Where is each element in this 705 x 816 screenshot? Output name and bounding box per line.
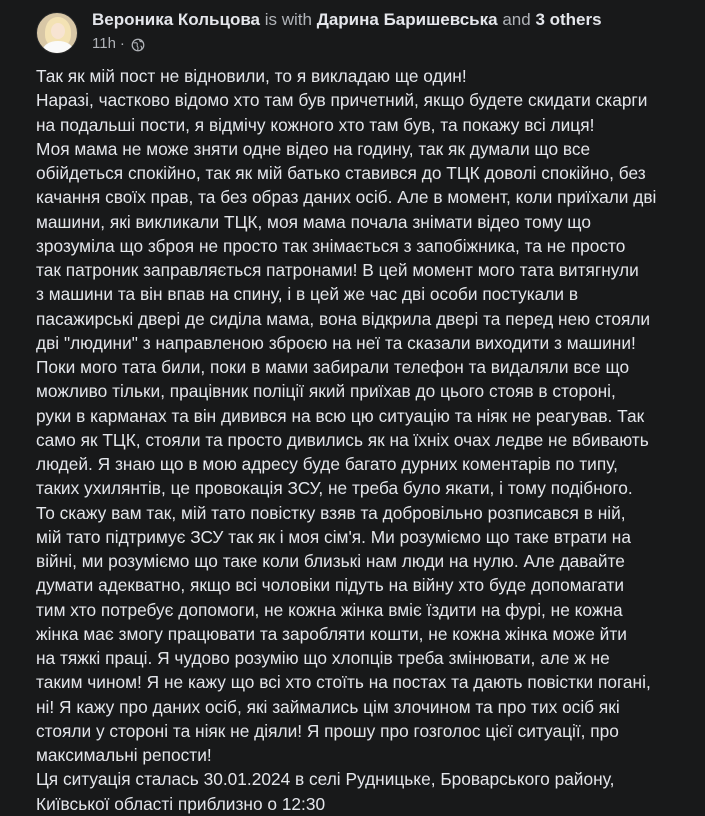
post-text-line: таких ухилянтів, це провокація ЗСУ, не треба було якати, і тому подібного. [36, 478, 633, 499]
avatar-body [43, 41, 73, 54]
post-text-line: війні, ми розуміємо що таке коли близькі нам люди на нулю. Але давайте [36, 551, 625, 571]
post-text-line: максимальні репости! [36, 745, 212, 765]
post-text-line: Так як мій пост не відновили, то я викладаю ще один! [36, 66, 467, 86]
post-text-line: думати адекватно, якщо всі чоловіки підуть на війну хто буде допомагати [36, 575, 625, 596]
post-text-line: людей. Я знаю що в мою адресу буде багато дурних коментарів по типу, [36, 454, 618, 474]
with-text: is with [264, 10, 312, 29]
author-avatar[interactable] [36, 12, 78, 54]
post-text-line: мій тато підтримує ЗСУ так як і моя сім'я. Ми розуміємо що таке втрати на [36, 526, 631, 547]
post-text-line: само як ТЦК, стояли та просто дивились як на їхніх очах ледве не вбивають [36, 429, 649, 450]
post-text-line: дві "людини" з направленою зброєю на неї та сказали виходити з машини! [36, 332, 636, 353]
post-text-line: таким чином! Я не кажу що всі хто стоїть на постах та дають повістки погані, [36, 672, 651, 693]
post-text-line: стояли у стороні та ніяк не діяли! Я прошу про гозголос цієї ситуації, про [36, 720, 619, 741]
post-header [36, 8, 696, 58]
post-text-line: з машини та він впав на спину, і в цей же час дві особи постукали в [36, 284, 579, 305]
post-text-line: Ця ситуація сталась 30.01.2024 в селі Рудницьке, Броварського району, [36, 769, 615, 790]
post-text-line: Моя мама не може зняти одне відео на годину, так як думали що все [36, 138, 591, 159]
author-line [92, 8, 692, 32]
author-name-link[interactable]: Вероника Кольцова [92, 10, 261, 29]
header-text [92, 8, 692, 55]
post-meta [92, 33, 692, 55]
post-text-line: машини, які викликали ТЦК, моя мама почала знімати відео тому що [36, 211, 591, 232]
others-link[interactable]: 3 others [535, 10, 602, 29]
post-text-line: Київської області приблизно о 12:30 [36, 793, 326, 814]
post-text-line: жінка має змогу працювати та заробляти кошти, не кожна жінка може йти [36, 623, 627, 644]
tagged-person-link[interactable]: Дарина Баришевська [316, 10, 498, 29]
post-text-line: тим хто потребує допомоги, не кожна жінка вміє їздити на фурі, не кожна [36, 599, 623, 620]
avatar-face [51, 23, 65, 39]
post-text-line: Поки мого тата били, поки в мами забирали телефон та видаляли все що [36, 357, 630, 377]
post-text-line: можливо тільки, працівник поліції який приїхав до цього стояв в стороні, [36, 381, 616, 402]
post-text-line: пасажирські двері де сиділа мама, вона відкрила двері та перед нею стояли [36, 308, 651, 329]
meta-separator: · [119, 35, 125, 52]
post-text-line: ні! Я кажу про даних осіб, які займались цім злочином та про тих осіб які [36, 696, 620, 717]
post-text-line: руки в карманах та він дивився на всю цю ситуацію та ніяк не реагував. Так [36, 405, 645, 426]
post-text-line: То скажу вам так, мій тато повістку взяв та добровільно розписався в ній, [36, 502, 626, 523]
post-timestamp-link[interactable]: 11h [92, 35, 116, 52]
globe-icon[interactable] [131, 37, 145, 51]
and-text: and [502, 10, 531, 29]
post-text-line: на подальші пости, я відмічу кожного хто там був, та покажу всі лиця! [36, 114, 595, 135]
post-text-line: качання своїх прав, та без образ даних осіб. Але в момент, коли приїхали дві [36, 187, 657, 208]
post-text-line: на тяжкі праці. Я чудово розумію що хлопців треба змінювати, але ж не [36, 648, 610, 668]
post-text [36, 64, 686, 816]
post-text-line: зрозуміла що зброя не просто так знімається з запобіжника, та не просто [36, 235, 626, 256]
post-text-line: Наразі, частково відомо хто там був причетний, якщо будете скидати скарги [36, 90, 648, 111]
post-text-line: обійдеться спокійно, так як мій батько ставився до ТЦК доволі спокійно, без [36, 163, 646, 183]
post-text-line: так патроник заправляється патронами! В цей момент мого тата витягнули [36, 260, 639, 280]
